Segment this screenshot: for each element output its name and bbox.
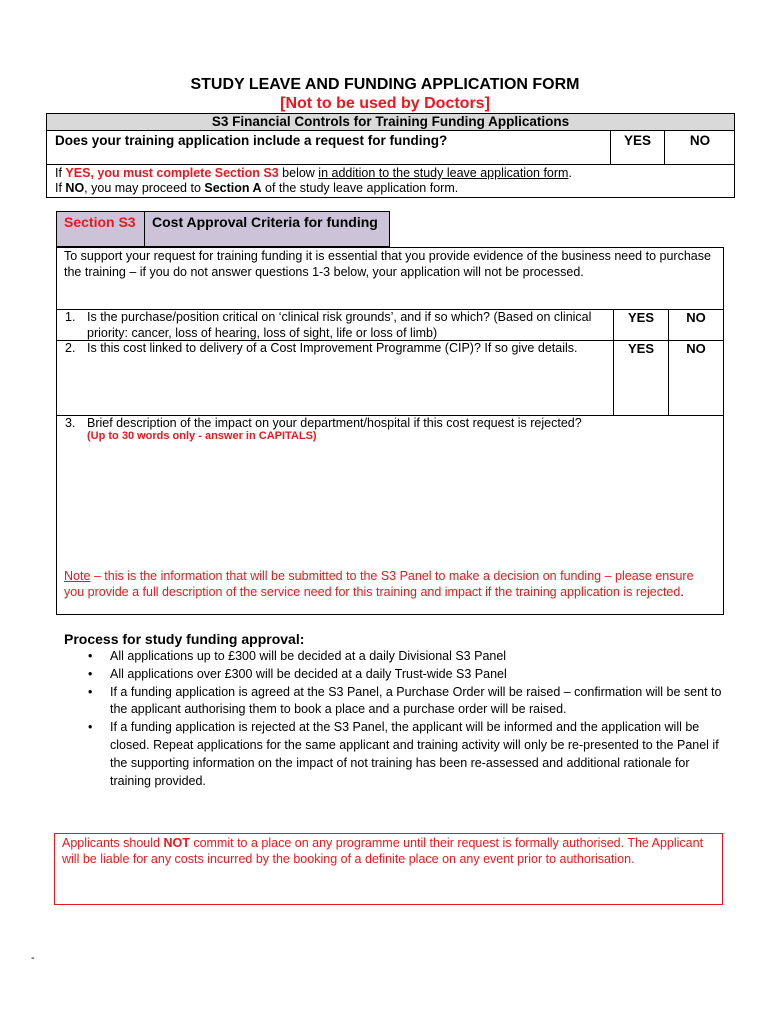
question-3-text: Brief description of the impact on your department/hospital if this cost request is rejected? bbox=[87, 416, 582, 430]
form-title: STUDY LEAVE AND FUNDING APPLICATION FORM bbox=[190, 76, 580, 93]
list-item: • If a funding application is rejected at the S3 Panel, the applicant will be informed and the application will be closed. Repeat applications for the same applicant and training activity will only be re-presented to the Panel if the supporting information on the impact of not training has been re-assessed and additional rationale for training provided. bbox=[88, 720, 719, 788]
list-item: • All applications up to £300 will be decided at a daily Divisional S3 Panel bbox=[88, 648, 728, 666]
question-1-no[interactable]: NO bbox=[686, 310, 706, 325]
list-item: • All applications over £300 will be decided at a daily Trust-wide S3 Panel bbox=[88, 666, 728, 684]
in-addition-text: in addition to the study leave application form bbox=[318, 166, 569, 180]
bullet-icon: • bbox=[88, 666, 93, 681]
s3-controls-heading: S3 Financial Controls for Training Funding Applications bbox=[46, 113, 735, 131]
s3-instruction-yes: If YES, you must complete Section S3 below in addition to the study leave application form. bbox=[55, 166, 572, 180]
process-title: Process for study funding approval: bbox=[64, 631, 305, 647]
list-item: • If a funding application is agreed at the S3 Panel, a Purchase Order will be raised – confirmation will be sent to the applicant authorising them to book a place and a purchase order will be raised. bbox=[88, 684, 722, 717]
authorisation-warning: Applicants should NOT commit to a place on any programme until their request is formally authorised. The Applicant will be liable for any costs incurred by the booking of a definite place on any event prior to authorisation. bbox=[54, 833, 723, 905]
must-complete-text: , you must complete Section S3 bbox=[90, 166, 279, 180]
section-s3-label: Section S3 bbox=[56, 211, 145, 247]
answer-hint: (Up to 30 words only - answer in CAPITALS) bbox=[87, 430, 317, 442]
note-label: Note bbox=[64, 569, 91, 583]
bullet-icon: • bbox=[88, 684, 93, 699]
bullet-icon: • bbox=[88, 720, 93, 735]
question-2-text: Is this cost linked to delivery of a Cost Improvement Programme (CIP)? If so give details. bbox=[87, 341, 578, 355]
s3-yes-option[interactable]: YES bbox=[610, 131, 665, 164]
question-1-yes[interactable]: YES bbox=[627, 310, 654, 325]
s3-instructions bbox=[46, 165, 735, 198]
s3-funding-question: Does your training application include a request for funding? bbox=[55, 133, 448, 148]
impact-description-answer-area[interactable] bbox=[65, 448, 715, 563]
s3-funding-question-row bbox=[46, 131, 735, 165]
s3-no-option[interactable]: NO bbox=[689, 133, 711, 148]
note-text: – this is the information that will be submitted to the S3 Panel to make a decision on funding – please ensure you provide a full description of the service need for this training and impact if the training application is rejected bbox=[64, 569, 694, 599]
question-2-no[interactable]: NO bbox=[686, 341, 706, 356]
criteria-intro: To support your request for training funding it is essential that you provide evidence of the business need to purchase the training – if you do not answer questions 1-3 below, your application will not be processed. bbox=[64, 249, 711, 279]
section-s3-title: Cost Approval Criteria for funding bbox=[145, 211, 390, 247]
section-a-ref: Section A bbox=[204, 181, 262, 195]
panel-note: Note – this is the information that will be submitted to the S3 Panel to make a decision on funding – please ensure you provide a full description of the service need for this training and impact if the training application is rejected. bbox=[64, 569, 694, 599]
s3-instruction-no: If NO, you may proceed to Section A of the study leave application form. bbox=[55, 181, 459, 195]
question-1-text: Is the purchase/position critical on ‘clinical risk grounds’, and if so which? (Based on clinical priority: cancer, loss of hearing, loss of sight, life or loss of limb) bbox=[87, 310, 592, 340]
question-2-yes[interactable]: YES bbox=[627, 341, 654, 356]
process-list bbox=[88, 648, 728, 790]
not-keyword: NOT bbox=[163, 836, 190, 850]
footer-mark: - bbox=[31, 952, 35, 964]
cost-criteria-box: To support your request for training funding it is essential that you provide evidence of the business need to purchase the training – if you do not answer questions 1-3 below, your application will not be processed. 1. Is the purchase/position critical on ‘clinical risk grounds’, and if so which? (Based on clinical priority: cancer, loss of hearing, loss of sight, life or loss of limb) YES NO 2. Is this cost linked to delivery of a Cost Improvement Programme (CIP)? If so give details. YES NO 3. Brief description of the impact on your department/hospital if this cost request is rejected? (Up to 30 words only - answer in CAPITALS) Note – this is the information that will be submitted to the S3 Panel to make a decision on funding – please ensure you provide a full description of the service need for this training and impact if the training application is rejected. bbox=[56, 247, 724, 615]
yes-keyword: YES bbox=[65, 166, 91, 180]
bullet-icon: • bbox=[88, 649, 93, 663]
form-subtitle: [Not to be used by Doctors] bbox=[280, 95, 490, 112]
no-keyword: NO bbox=[65, 181, 85, 195]
